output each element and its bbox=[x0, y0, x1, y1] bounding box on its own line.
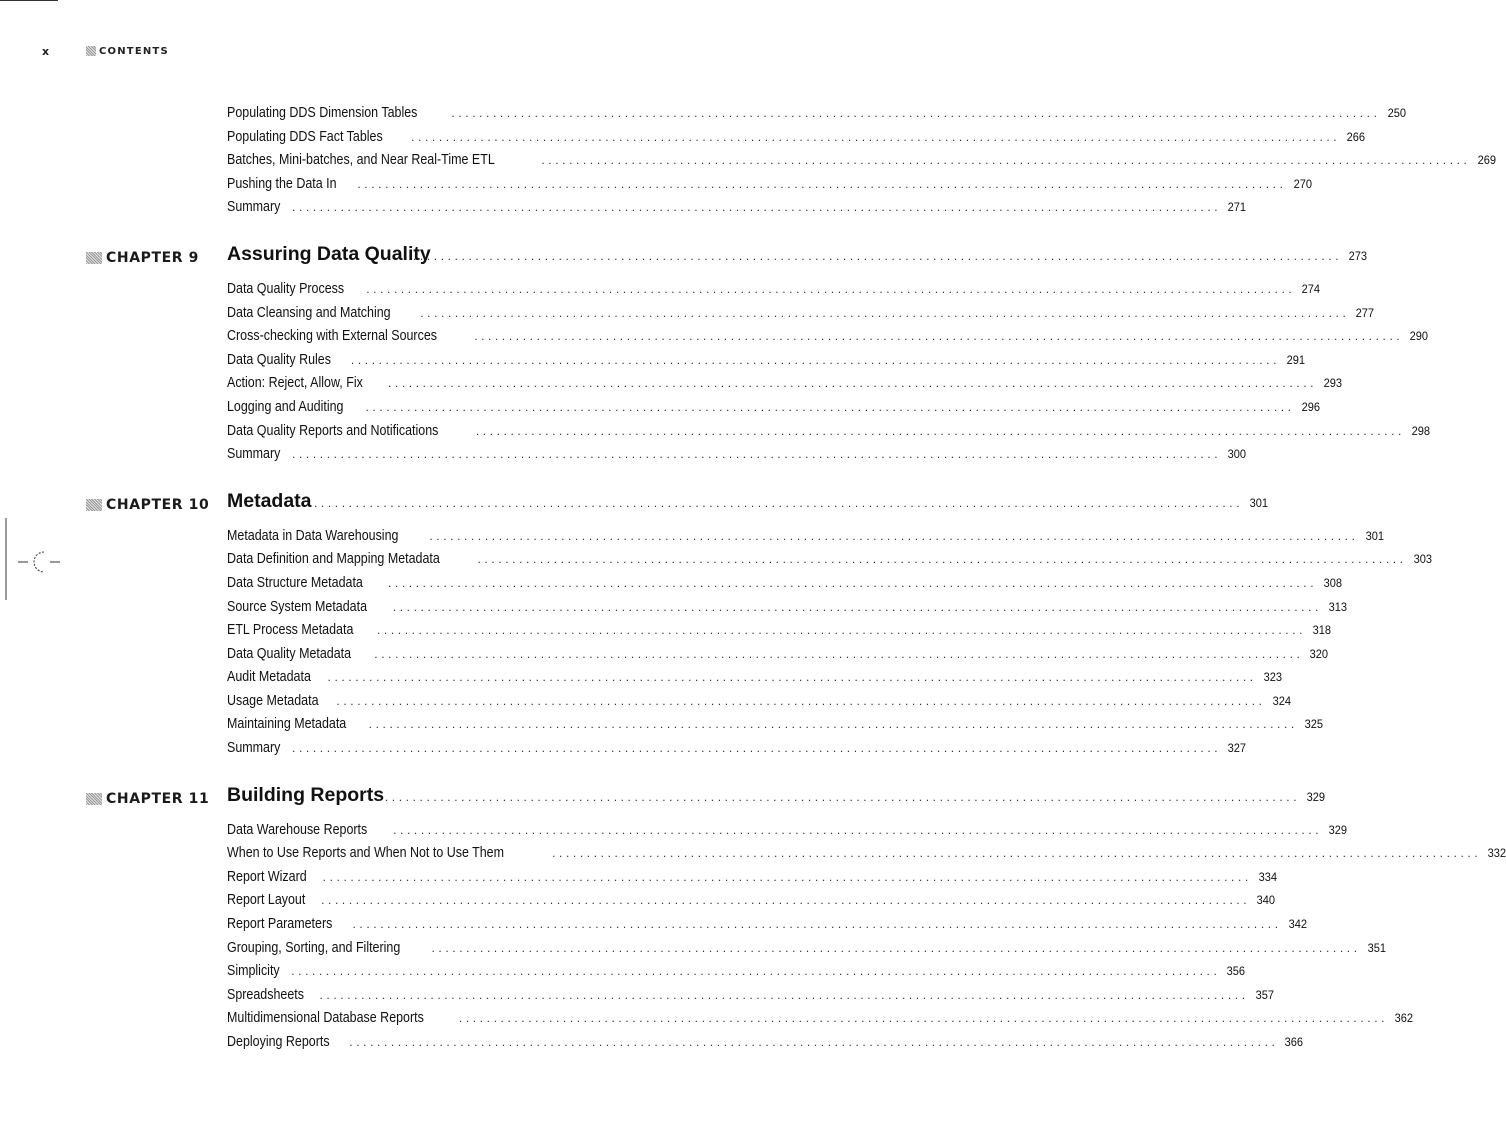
section-title: CONTENTS bbox=[99, 45, 169, 57]
registration-mark-icon bbox=[0, 518, 62, 600]
toc-entry[interactable] bbox=[227, 819, 1348, 843]
toc-entry-page: 277 bbox=[1355, 305, 1375, 320]
toc-entry-page: 270 bbox=[1293, 176, 1312, 191]
toc-entry-title: Maintaining Metadata bbox=[227, 716, 347, 733]
leader-dots: ...................................................................................................................................... bbox=[477, 552, 1407, 567]
chapter-11 bbox=[86, 779, 1506, 1055]
toc-entry-page: 357 bbox=[1255, 987, 1274, 1002]
toc-entry[interactable] bbox=[227, 889, 1276, 913]
toc-entry-title: Grouping, Sorting, and Filtering bbox=[227, 939, 401, 956]
toc-entry-page: 356 bbox=[1226, 964, 1246, 979]
toc-entry-title: Report Wizard bbox=[227, 868, 307, 885]
toc-entry-page: 332 bbox=[1487, 846, 1506, 861]
leader-dots: ...................................................................................................................................... bbox=[321, 893, 1251, 908]
leader-dots: ...................................................................................................................................... bbox=[429, 528, 1359, 543]
chapter-entries bbox=[227, 519, 1432, 761]
chapter-page: 301 bbox=[1249, 495, 1269, 510]
toc-entry-page: 300 bbox=[1227, 447, 1247, 462]
chapter-marker-icon bbox=[86, 252, 102, 264]
leader-dots: ...................................................................................................................................... bbox=[349, 1035, 1279, 1049]
toc-entry-page: 342 bbox=[1288, 917, 1307, 932]
toc-entry[interactable] bbox=[227, 960, 1246, 984]
leader-dots: ...................................................................................................................................... bbox=[292, 200, 1222, 215]
chapter-label bbox=[86, 250, 199, 266]
toc-entry-title: Report Parameters bbox=[227, 916, 333, 933]
chapter-title: Metadata bbox=[227, 489, 312, 512]
leader-dots: ...................................................................................................................................... bbox=[393, 822, 1323, 837]
toc-entry-page: 318 bbox=[1312, 623, 1332, 638]
toc-entry-title: Simplicity bbox=[227, 963, 280, 980]
chapter-heading[interactable] bbox=[86, 485, 1269, 519]
chapter-marker-icon bbox=[86, 793, 102, 805]
running-header bbox=[42, 44, 169, 58]
toc-entry[interactable] bbox=[227, 102, 1406, 126]
toc-entry-page: 362 bbox=[1394, 1011, 1414, 1026]
leader-dots: ...................................................................................................................................... bbox=[431, 940, 1361, 955]
toc-entry[interactable] bbox=[227, 984, 1274, 1008]
chapter-number: CHAPTER 9 bbox=[106, 249, 199, 266]
leader-dots: ...................................................................................................................................... bbox=[322, 869, 1252, 884]
toc-entry[interactable] bbox=[227, 548, 1432, 572]
table-of-contents bbox=[86, 96, 1506, 1055]
leader-dots: ...................................................................................................................................... bbox=[291, 964, 1221, 979]
toc-entry[interactable] bbox=[227, 666, 1282, 690]
section-marker-icon bbox=[86, 46, 96, 56]
chapter-number: CHAPTER 11 bbox=[106, 790, 210, 807]
toc-entry[interactable] bbox=[227, 173, 1312, 197]
toc-entry-title: Report Layout bbox=[227, 892, 306, 909]
toc-entry[interactable] bbox=[227, 1031, 1304, 1055]
chapter-title: Building Reports bbox=[227, 783, 385, 806]
leader-dots: ...................................................................................................................................... bbox=[392, 599, 1322, 614]
toc-entry[interactable] bbox=[227, 278, 1321, 302]
toc-entry-page: 250 bbox=[1387, 106, 1406, 120]
leader-dots: ...................................................................................................................................... bbox=[352, 917, 1282, 932]
leader-dots: ...................................................................................................................................... bbox=[376, 623, 1307, 638]
chapter-number: CHAPTER 10 bbox=[106, 496, 210, 513]
toc-entry-title: Logging and Auditing bbox=[227, 398, 344, 415]
toc-entry[interactable] bbox=[227, 643, 1329, 667]
toc-entry[interactable] bbox=[227, 443, 1247, 467]
chapter-label bbox=[86, 497, 209, 513]
toc-entry-page: 313 bbox=[1328, 599, 1347, 614]
toc-entry-page: 303 bbox=[1413, 552, 1432, 567]
toc-entry-title: When to Use Reports and When Not to Use Them bbox=[227, 845, 505, 862]
leader-dots: ...................................................................................................................................... bbox=[541, 153, 1471, 168]
toc-entry-page: 296 bbox=[1301, 399, 1320, 414]
leader-dots: ...................................................................................................................................... bbox=[366, 281, 1296, 296]
chapter-label bbox=[86, 791, 209, 807]
toc-entry-title: Spreadsheets bbox=[227, 986, 304, 1003]
toc-entry[interactable] bbox=[227, 619, 1332, 643]
toc-entry-title: Usage Metadata bbox=[227, 692, 319, 709]
chapter-marker-icon bbox=[86, 499, 102, 511]
toc-entry-page: 366 bbox=[1285, 1035, 1304, 1049]
chapter-title: Assuring Data Quality bbox=[227, 242, 431, 265]
toc-entry[interactable] bbox=[227, 713, 1323, 737]
chapter-9 bbox=[86, 238, 1430, 467]
toc-entry-page: 308 bbox=[1323, 575, 1343, 590]
toc-entry-page: 266 bbox=[1346, 129, 1366, 144]
leader-dots: ...................................................................................................................................... bbox=[387, 575, 1318, 590]
toc-entry[interactable] bbox=[227, 525, 1384, 549]
leader-dots: ...................................................................................................................................... bbox=[458, 1011, 1389, 1026]
toc-entry-title: Deploying Reports bbox=[227, 1034, 330, 1050]
toc-entry[interactable] bbox=[227, 420, 1430, 444]
toc-entry-page: 269 bbox=[1477, 153, 1496, 168]
leader-dots: ...................................................................................................................................... bbox=[411, 129, 1341, 144]
toc-entry[interactable] bbox=[227, 372, 1343, 396]
toc-entry-page: 301 bbox=[1365, 528, 1384, 543]
chapter-page: 329 bbox=[1306, 789, 1326, 804]
leader-dots: ...................................................................................................................................... bbox=[374, 646, 1304, 661]
leader-dots: ...................................................................................................................................... bbox=[336, 693, 1266, 708]
chapter-page: 273 bbox=[1348, 248, 1368, 263]
toc-entry[interactable] bbox=[227, 196, 1247, 220]
leader-dots: ...................................................................................................................................... bbox=[319, 987, 1249, 1002]
toc-entry-page: 334 bbox=[1258, 869, 1277, 884]
leader-dots: ...................................................................................................................................... bbox=[451, 106, 1381, 120]
leader-dots: ...................................................................................................................................... bbox=[371, 789, 1301, 804]
toc-entry-title: Summary bbox=[227, 199, 281, 216]
toc-entry-page: 327 bbox=[1227, 741, 1247, 756]
toc-entry-title: Source System Metadata bbox=[227, 598, 368, 615]
toc-entry-title: Data Quality Rules bbox=[227, 351, 331, 368]
toc-entry[interactable] bbox=[227, 149, 1496, 173]
toc-entry-title: Batches, Mini-batches, and Near Real-Time ETL bbox=[227, 152, 495, 169]
chapter-heading[interactable] bbox=[86, 238, 1368, 272]
toc-entry[interactable] bbox=[227, 302, 1375, 326]
toc-entry-title: Populating DDS Fact Tables bbox=[227, 128, 383, 145]
toc-entry-title: Data Quality Metadata bbox=[227, 645, 352, 662]
chapter-entries bbox=[227, 813, 1506, 1055]
toc-entry-page: 293 bbox=[1323, 376, 1343, 391]
leader-dots: ...................................................................................................................................... bbox=[327, 670, 1257, 685]
chapter-entries bbox=[227, 272, 1430, 467]
leader-dots: ...................................................................................................................................... bbox=[314, 495, 1244, 510]
toc-entry-title: Data Quality Reports and Notifications bbox=[227, 422, 439, 439]
toc-entry-title: Summary bbox=[227, 740, 281, 757]
toc-entry[interactable] bbox=[227, 913, 1307, 937]
toc-entry[interactable] bbox=[227, 1007, 1414, 1031]
leader-dots: ...................................................................................................................................... bbox=[387, 376, 1318, 391]
toc-entry-title: ETL Process Metadata bbox=[227, 622, 354, 639]
toc-entry-title: Data Definition and Mapping Metadata bbox=[227, 551, 440, 568]
toc-entry[interactable] bbox=[227, 842, 1506, 866]
toc-entry-page: 325 bbox=[1304, 717, 1323, 732]
toc-entry[interactable] bbox=[227, 325, 1429, 349]
leader-dots: ...................................................................................................................................... bbox=[357, 176, 1287, 191]
toc-entry-page: 298 bbox=[1411, 423, 1430, 438]
leader-dots: ...................................................................................................................................... bbox=[552, 846, 1482, 861]
toc-entry[interactable] bbox=[227, 866, 1277, 890]
leader-dots: ...................................................................................................................................... bbox=[292, 447, 1222, 462]
toc-entry-page: 329 bbox=[1328, 822, 1348, 837]
toc-entry[interactable] bbox=[227, 349, 1306, 373]
toc-entry[interactable] bbox=[227, 596, 1347, 620]
toc-entry-page: 324 bbox=[1272, 693, 1291, 708]
toc-entry-page: 291 bbox=[1286, 352, 1306, 367]
leader-dots: ...................................................................................................................................... bbox=[420, 305, 1350, 320]
toc-entry[interactable] bbox=[227, 396, 1320, 420]
toc-entry-title: Audit Metadata bbox=[227, 669, 311, 686]
toc-entry[interactable] bbox=[227, 937, 1386, 961]
crop-mark-top bbox=[0, 0, 58, 1]
chapter-heading[interactable] bbox=[86, 779, 1326, 813]
toc-entry-title: Data Quality Process bbox=[227, 280, 345, 297]
toc-entry[interactable] bbox=[227, 126, 1366, 150]
toc-pre-entries bbox=[227, 96, 1496, 220]
leader-dots: ...................................................................................................................................... bbox=[368, 717, 1298, 732]
toc-entry-page: 271 bbox=[1227, 200, 1247, 215]
leader-dots: ...................................................................................................................................... bbox=[292, 741, 1222, 756]
toc-entry-page: 351 bbox=[1367, 940, 1386, 955]
toc-entry-page: 320 bbox=[1310, 646, 1329, 661]
leader-dots: ...................................................................................................................................... bbox=[365, 399, 1295, 414]
toc-entry-title: Pushing the Data In bbox=[227, 175, 337, 192]
chapter-10 bbox=[86, 485, 1432, 761]
toc-entry-title: Multidimensional Database Reports bbox=[227, 1010, 424, 1027]
toc-entry[interactable] bbox=[227, 737, 1247, 761]
toc-entry-page: 274 bbox=[1301, 281, 1321, 296]
toc-entry-page: 290 bbox=[1409, 329, 1429, 344]
leader-dots: ...................................................................................................................................... bbox=[474, 329, 1404, 344]
toc-entry-title: Cross-checking with External Sources bbox=[227, 328, 438, 345]
toc-entry-page: 340 bbox=[1256, 893, 1276, 908]
toc-entry-title: Data Structure Metadata bbox=[227, 574, 363, 591]
leader-dots: ...................................................................................................................................... bbox=[475, 423, 1405, 438]
toc-entry-title: Data Warehouse Reports bbox=[227, 821, 368, 838]
toc-entry-title: Data Cleansing and Matching bbox=[227, 304, 391, 321]
toc-entry[interactable] bbox=[227, 572, 1343, 596]
toc-entry[interactable] bbox=[227, 690, 1291, 714]
page-folio: x bbox=[42, 44, 50, 58]
leader-dots: ...................................................................................................................................... bbox=[413, 248, 1343, 263]
toc-entry-page: 323 bbox=[1263, 670, 1282, 685]
leader-dots: ...................................................................................................................................... bbox=[350, 352, 1281, 367]
toc-entry-title: Summary bbox=[227, 446, 281, 463]
toc-entry-title: Metadata in Data Warehousing bbox=[227, 527, 399, 544]
toc-entry-title: Action: Reject, Allow, Fix bbox=[227, 375, 363, 392]
toc-entry-title: Populating DDS Dimension Tables bbox=[227, 105, 418, 121]
